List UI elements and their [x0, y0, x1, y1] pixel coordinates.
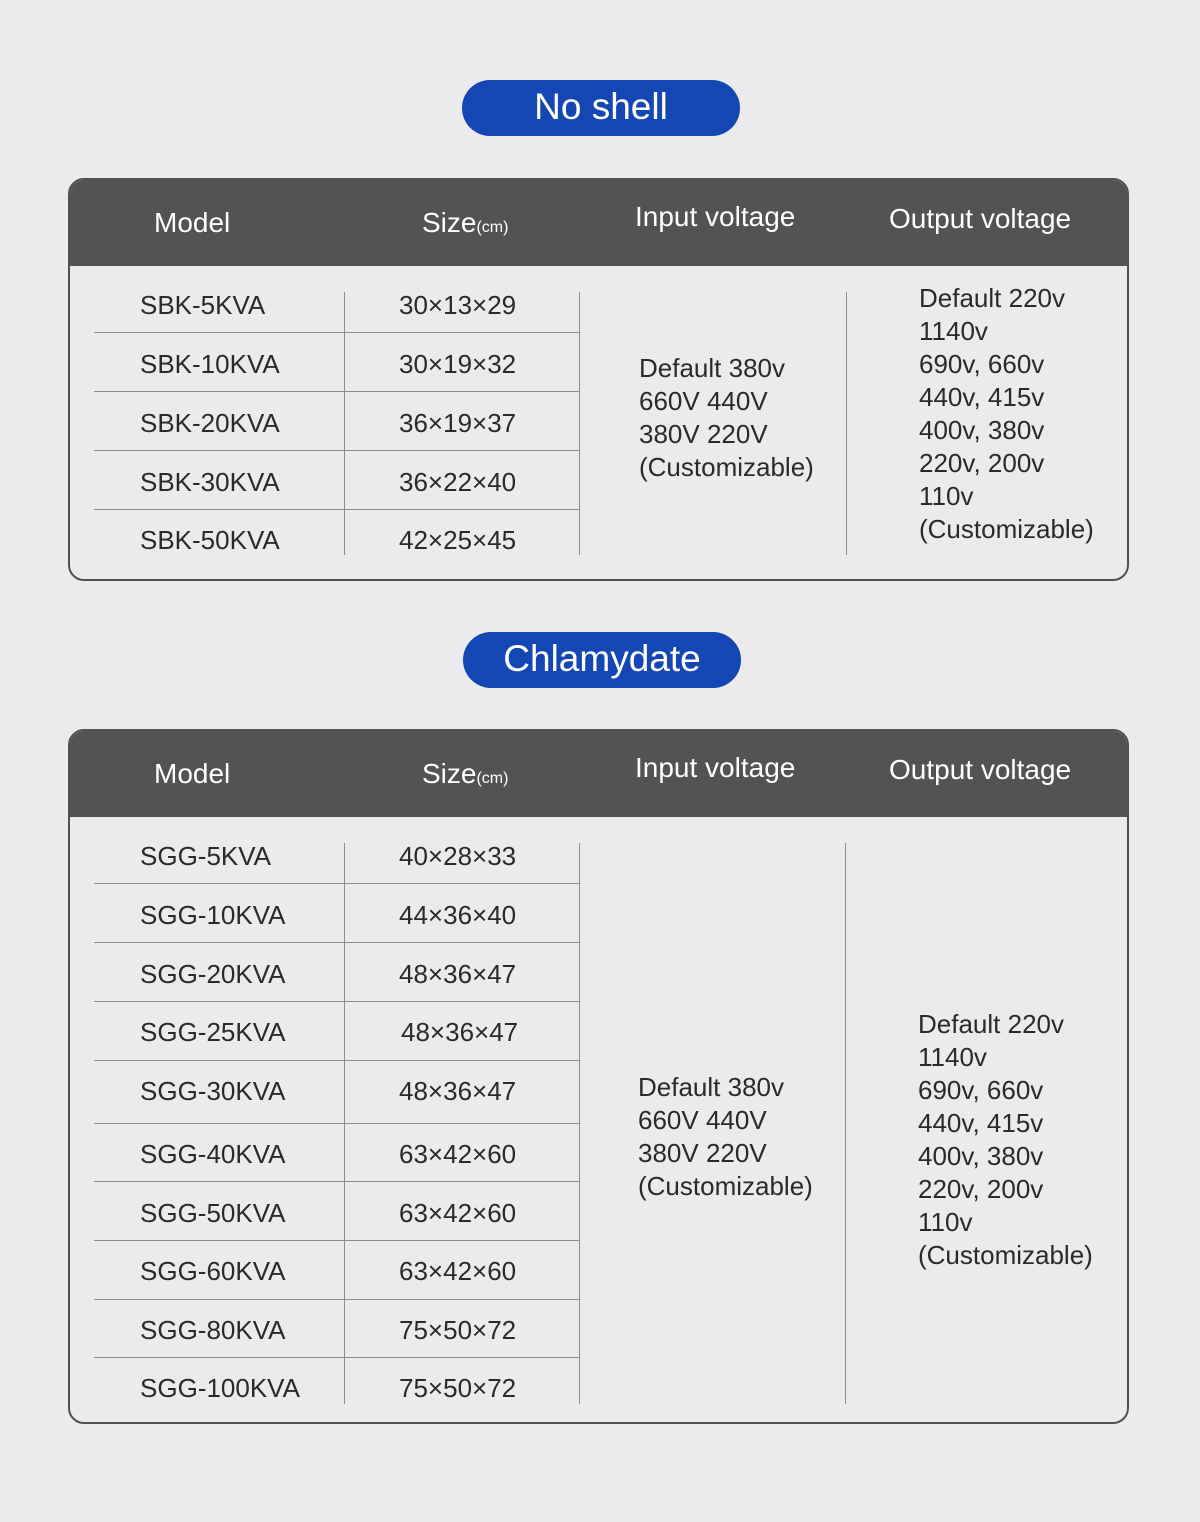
output-voltage-line: 220v, 200v — [919, 448, 1045, 478]
output-voltage-line: Default 220v — [918, 1009, 1064, 1039]
size-cell: 63×42×60 — [399, 1139, 517, 1169]
row-divider — [94, 1060, 580, 1061]
output-voltage-cell — [919, 282, 1094, 546]
model-cell: SGG-5KVA — [140, 841, 272, 871]
input-voltage-line: 380V 220V — [638, 1138, 767, 1168]
input-voltage-line: 380V 220V — [639, 419, 768, 449]
spec-table-no-shell — [68, 178, 1129, 581]
output-voltage-line: 440v, 415v — [919, 382, 1045, 412]
output-voltage-cell — [918, 1008, 1093, 1272]
model-cell: SGG-30KVA — [140, 1076, 286, 1106]
header-size — [422, 180, 508, 266]
row-divider — [94, 883, 580, 884]
size-cell: 75×50×72 — [399, 1315, 517, 1345]
row-divider — [94, 509, 580, 510]
output-voltage-line: 220v, 200v — [918, 1174, 1044, 1204]
output-voltage-line: (Customizable) — [918, 1240, 1093, 1270]
model-cell: SGG-50KVA — [140, 1198, 286, 1228]
header-input-voltage: Input voltage — [635, 752, 796, 783]
output-voltage-line: (Customizable) — [919, 514, 1094, 544]
input-voltage-line: 660V 440V — [639, 386, 768, 416]
row-divider — [94, 450, 580, 451]
header-size-label: Size — [422, 207, 477, 238]
size-cell: 36×19×37 — [399, 408, 517, 438]
model-cell: SBK-10KVA — [140, 349, 280, 379]
input-voltage-line: Default 380v — [638, 1072, 784, 1102]
header-input-voltage: Input voltage — [635, 201, 796, 232]
header-size-unit: (cm) — [476, 219, 509, 236]
input-voltage-line: 660V 440V — [638, 1105, 767, 1135]
model-cell: SGG-20KVA — [140, 959, 286, 989]
header-model: Model — [154, 207, 231, 238]
output-voltage-line: 110v — [918, 1207, 973, 1237]
row-divider — [94, 1181, 580, 1182]
model-cell: SGG-100KVA — [140, 1373, 300, 1403]
output-voltage-line: 1140v — [918, 1042, 987, 1072]
section-title-no-shell: No shell — [462, 80, 740, 136]
model-cell: SBK-50KVA — [140, 525, 280, 555]
model-cell: SGG-40KVA — [140, 1139, 286, 1169]
size-cell: 48×36×47 — [401, 1017, 519, 1047]
spec-table-chlamydate — [68, 729, 1129, 1424]
row-divider — [94, 1123, 580, 1124]
model-cell: SGG-25KVA — [140, 1017, 286, 1047]
input-voltage-line: (Customizable) — [639, 452, 814, 482]
header-size-unit: (cm) — [476, 770, 509, 787]
row-divider — [94, 942, 580, 943]
section-title-chlamydate: Chlamydate — [463, 632, 741, 688]
header-size — [422, 731, 508, 817]
size-cell: 42×25×45 — [399, 525, 517, 555]
model-cell: SBK-20KVA — [140, 408, 280, 438]
input-voltage-line: (Customizable) — [638, 1171, 813, 1201]
size-cell: 48×36×47 — [399, 959, 517, 989]
row-divider — [94, 332, 580, 333]
model-cell: SBK-30KVA — [140, 467, 280, 497]
row-divider — [94, 1240, 580, 1241]
row-divider — [94, 1299, 580, 1300]
size-cell: 63×42×60 — [399, 1256, 517, 1286]
model-cell: SBK-5KVA — [140, 290, 266, 320]
header-model: Model — [154, 758, 231, 789]
column-divider — [846, 292, 847, 555]
model-cell: SGG-10KVA — [140, 900, 286, 930]
output-voltage-line: Default 220v — [919, 283, 1065, 313]
size-cell: 30×13×29 — [399, 290, 517, 320]
column-divider — [845, 843, 846, 1404]
input-voltage-cell — [639, 352, 814, 484]
header-size-label: Size — [422, 758, 477, 789]
model-cell: SGG-80KVA — [140, 1315, 286, 1345]
table-header — [70, 731, 1127, 817]
output-voltage-line: 690v, 660v — [918, 1075, 1044, 1105]
row-divider — [94, 1357, 580, 1358]
output-voltage-line: 110v — [919, 481, 974, 511]
size-cell: 30×19×32 — [399, 349, 517, 379]
row-divider — [94, 391, 580, 392]
header-output-voltage: Output voltage — [889, 754, 1072, 785]
row-divider — [94, 1001, 580, 1002]
header-output-voltage: Output voltage — [889, 203, 1072, 234]
size-cell: 75×50×72 — [399, 1373, 517, 1403]
input-voltage-line: Default 380v — [639, 353, 785, 383]
size-cell: 48×36×47 — [399, 1076, 517, 1106]
size-cell: 36×22×40 — [399, 467, 517, 497]
output-voltage-line: 1140v — [919, 316, 988, 346]
model-cell: SGG-60KVA — [140, 1256, 286, 1286]
input-voltage-cell — [638, 1071, 813, 1203]
output-voltage-line: 440v, 415v — [918, 1108, 1044, 1138]
size-cell: 63×42×60 — [399, 1198, 517, 1228]
output-voltage-line: 400v, 380v — [919, 415, 1045, 445]
table-header — [70, 180, 1127, 266]
output-voltage-line: 400v, 380v — [918, 1141, 1044, 1171]
size-cell: 44×36×40 — [399, 900, 517, 930]
size-cell: 40×28×33 — [399, 841, 517, 871]
output-voltage-line: 690v, 660v — [919, 349, 1045, 379]
